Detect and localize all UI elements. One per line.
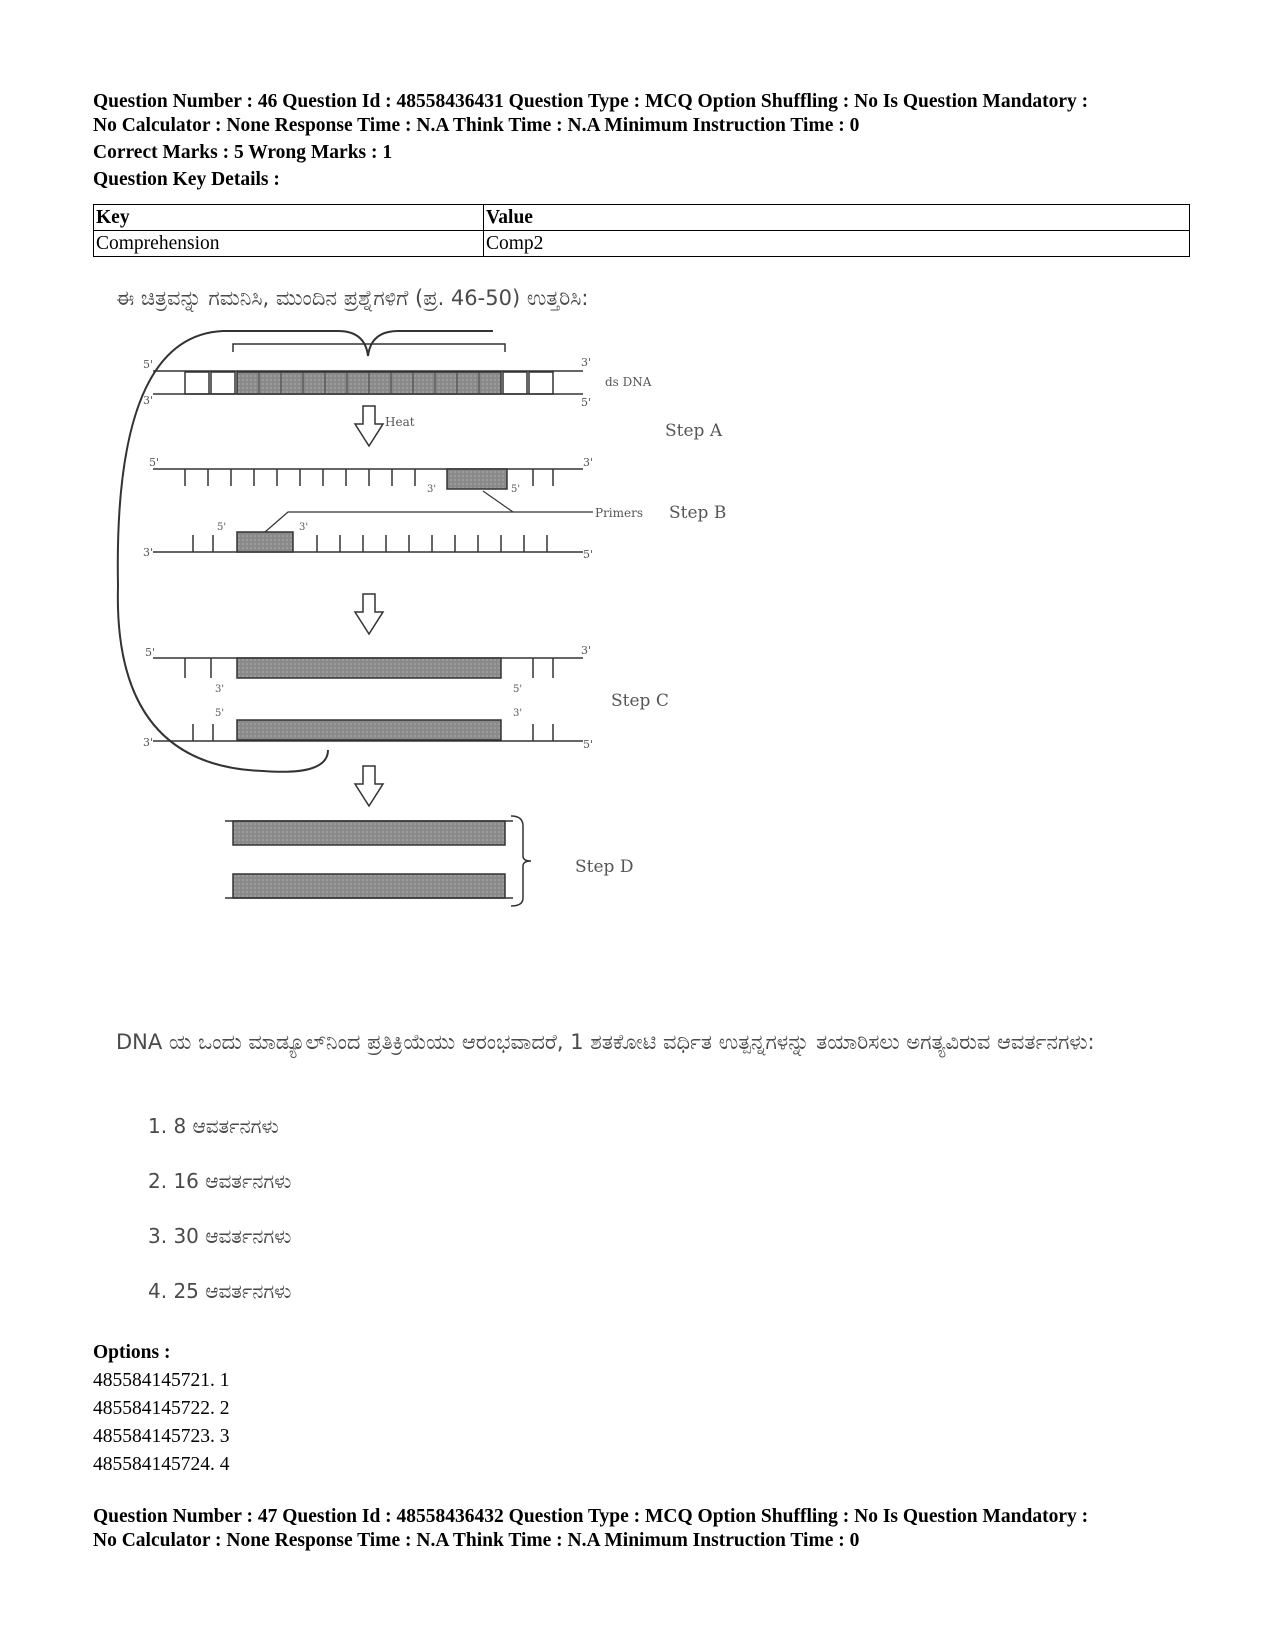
- figure-question-text: DNA ಯ ಒಂದು ಮಾಡ್ಯೂಲ್‌ನಿಂದ ಪ್ರತಿಕ್ರಿಯೆಯು ಆರಂಭವಾದರೆ, 1 ಶತಕೋಟಿ ವರ್ಧಿತ ಉತ್ಪನ್ನಗಳನ್ನು ತಯಾರಿಸಲು ಅಗತ್ಯವಿರುವ ಆವರ್ತನಗಳು:: [116, 1030, 1095, 1054]
- step-c-product-top: [237, 658, 501, 678]
- figure-choice-4: 4. 25 ಆವರ್ತನಗಳು: [148, 1279, 292, 1303]
- options-label: Options :: [93, 1342, 171, 1363]
- label-5prime: 5': [145, 646, 156, 659]
- question-46-header: [93, 90, 1203, 138]
- heat-arrow-icon: [355, 406, 383, 446]
- pcr-diagram: [113, 286, 813, 946]
- question-47-header: [93, 1505, 1203, 1553]
- table-header-row: [94, 205, 1190, 231]
- label-5prime: 5': [513, 684, 523, 695]
- option-4[interactable]: 485584145724. 4: [93, 1454, 230, 1475]
- label-primers: Primers: [595, 506, 644, 520]
- label-ds-dna: ds DNA: [605, 375, 652, 389]
- option-1[interactable]: 485584145721. 1: [93, 1370, 230, 1391]
- figure-choice-2: 2. 16 ಆವರ್ತನಗಳು: [148, 1169, 292, 1193]
- label-5prime: 5': [581, 396, 592, 409]
- option-3[interactable]: 485584145723. 3: [93, 1426, 230, 1447]
- label-3prime: 3': [581, 644, 592, 657]
- label-5prime: 5': [583, 738, 594, 751]
- figure-choice-1: 1. 8 ಆವರ್ತನಗಳು: [148, 1114, 279, 1138]
- primer-pointer-line-2: [483, 491, 513, 512]
- label-step-a: Step A: [665, 421, 723, 441]
- step-d-product-1: [233, 821, 505, 845]
- label-3prime: 3': [299, 522, 309, 533]
- table-cell-key: Comprehension: [94, 231, 484, 257]
- question-47-meta-line2: No Calculator : None Response Time : N.A Think Time : N.A Minimum Instruction Time : 0: [93, 1530, 860, 1551]
- primer-top: [447, 469, 507, 489]
- label-3prime: 3': [215, 684, 225, 695]
- label-3prime: 3': [583, 456, 594, 469]
- primer-pointer-line: [265, 512, 593, 532]
- question-46-meta-line1: Question Number : 46 Question Id : 48558436431 Question Type : MCQ Option Shuffling : No Is Question Mandatory :: [93, 91, 1089, 112]
- table-header-key: Key: [94, 205, 484, 231]
- table-header-value: Value: [484, 205, 1190, 231]
- table-cell-value: Comp2: [484, 231, 1190, 257]
- label-3prime: 3': [143, 546, 154, 559]
- down-arrow-icon: [355, 594, 383, 634]
- question-47-meta-line1: Question Number : 47 Question Id : 48558436432 Question Type : MCQ Option Shuffling : No Is Question Mandatory :: [93, 1506, 1089, 1527]
- question-46-marks: Correct Marks : 5 Wrong Marks : 1: [93, 142, 393, 163]
- label-heat: Heat: [385, 415, 415, 429]
- figure-choice-3: 3. 30 ಆವರ್ತನಗಳು: [148, 1224, 292, 1248]
- label-5prime: 5': [511, 484, 521, 495]
- down-arrow-icon: [355, 766, 383, 806]
- question-figure: [113, 286, 1173, 1326]
- label-3prime: 3': [143, 394, 154, 407]
- label-step-d: Step D: [575, 857, 634, 877]
- label-3prime: 3': [427, 484, 437, 495]
- question-46-meta-line2: No Calculator : None Response Time : N.A Think Time : N.A Minimum Instruction Time : 0: [93, 115, 860, 136]
- label-step-b: Step B: [669, 503, 727, 523]
- step-d-product-2: [233, 874, 505, 898]
- option-2[interactable]: 485584145722. 2: [93, 1398, 230, 1419]
- step-d-brace: [511, 816, 531, 906]
- label-5prime: 5': [583, 548, 594, 561]
- question-key-details-label: Question Key Details :: [93, 169, 280, 190]
- label-step-c: Step C: [611, 691, 669, 711]
- label-3prime: 3': [581, 356, 592, 369]
- key-details-table: [93, 204, 1190, 257]
- figure-intro-text: ಈ ಚಿತ್ರವನ್ನು ಗಮನಿಸಿ, ಮುಂದಿನ ಪ್ರಶ್ನೆಗಳಿಗೆ (ಪ್ರ. 46-50) ಉತ್ತರಿಸಿ:: [116, 286, 589, 310]
- label-3prime: 3': [143, 736, 154, 749]
- primer-bottom: [237, 532, 293, 552]
- label-5prime: 5': [143, 358, 154, 371]
- table-row: [94, 231, 1190, 257]
- label-5prime: 5': [149, 456, 160, 469]
- label-5prime: 5': [215, 708, 225, 719]
- step-c-product-bottom: [237, 720, 501, 740]
- label-5prime: 5': [217, 522, 227, 533]
- label-3prime: 3': [513, 708, 523, 719]
